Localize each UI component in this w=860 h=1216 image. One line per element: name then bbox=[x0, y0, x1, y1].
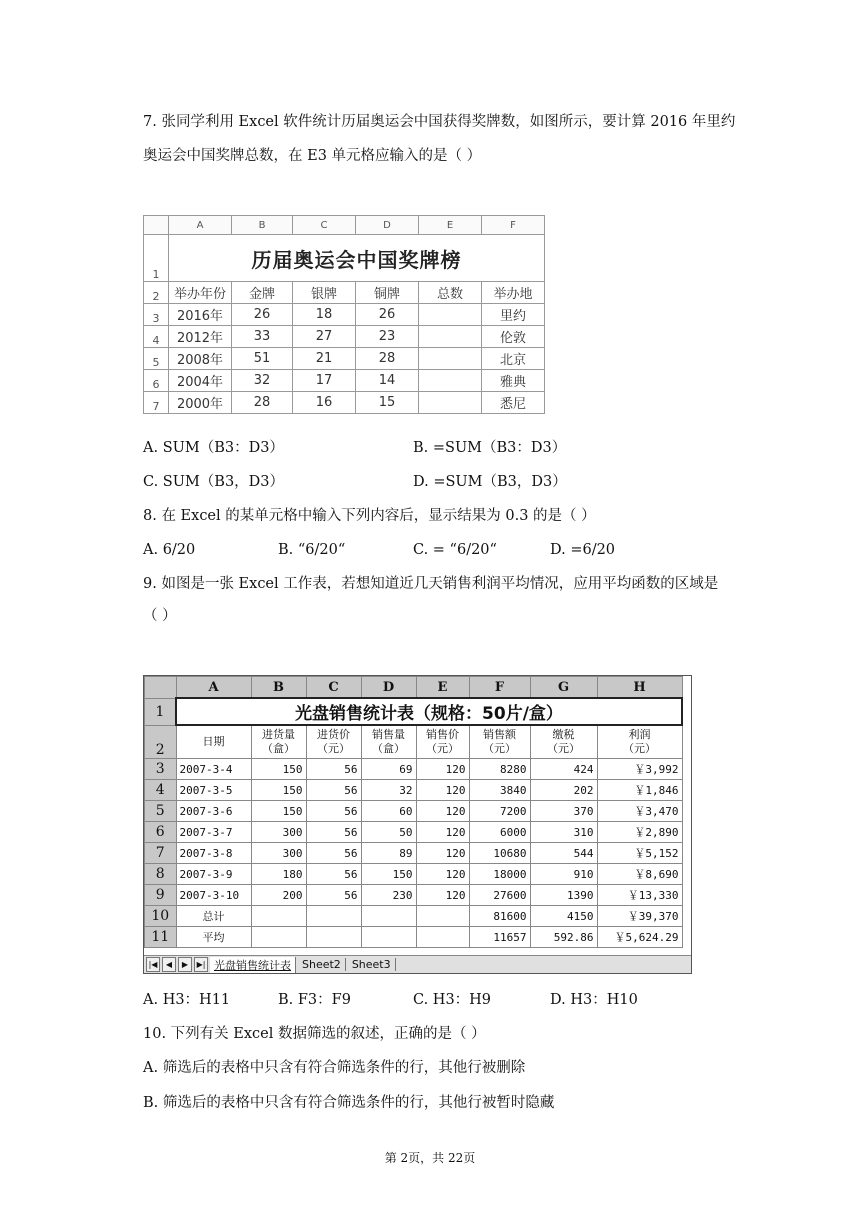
bronze-cell: 26 bbox=[356, 304, 419, 326]
sheet-cell: 910 bbox=[530, 864, 597, 885]
header-cell: 销售量 （盒） bbox=[361, 725, 416, 759]
header-cell: 金牌 bbox=[232, 282, 293, 304]
sheet-cell: 120 bbox=[416, 843, 469, 864]
sheet-cell: 50 bbox=[361, 822, 416, 843]
sheet-tab-sheet3[interactable]: Sheet3 bbox=[348, 958, 396, 971]
q9-option-d: D. H3：H10 bbox=[550, 992, 638, 1008]
sheet-cell: 120 bbox=[416, 885, 469, 906]
sheet-cell: 56 bbox=[306, 759, 361, 780]
page-footer: 第 2页，共 22页 bbox=[384, 1151, 476, 1165]
header-cell: 缴税 （元） bbox=[530, 725, 597, 759]
col-letter: C bbox=[306, 677, 361, 699]
header-cell: 铜牌 bbox=[356, 282, 419, 304]
gold-cell: 28 bbox=[232, 392, 293, 414]
sheet-cell: 150 bbox=[251, 759, 306, 780]
table-row bbox=[145, 759, 683, 780]
q7-text-line2: 奥运会中国奖牌总数，在 E3 单元格应输入的是（ ） bbox=[143, 148, 482, 164]
table-row bbox=[144, 392, 545, 414]
sheet-tab-sheet2[interactable]: Sheet2 bbox=[298, 958, 346, 971]
col-letter: H bbox=[597, 677, 682, 699]
col-letter: B bbox=[232, 216, 293, 235]
q7-option-c: C. SUM（B3，D3） bbox=[143, 474, 285, 490]
total-cell bbox=[419, 370, 482, 392]
sheet-cell: 18000 bbox=[469, 864, 530, 885]
sheet-cell: ￥3,992 bbox=[597, 759, 682, 780]
sheet-cell: 230 bbox=[361, 885, 416, 906]
row-number: 11 bbox=[145, 927, 177, 948]
next-sheet-icon[interactable]: ▶ bbox=[178, 957, 192, 972]
sales-sheet-title: 光盘销售统计表（规格：50片/盒） bbox=[176, 698, 682, 725]
header-cell: 进货价 （元） bbox=[306, 725, 361, 759]
sheet-cell: 120 bbox=[416, 759, 469, 780]
sheet-cell: 200 bbox=[251, 885, 306, 906]
bronze-cell: 28 bbox=[356, 348, 419, 370]
sheet-cell: 300 bbox=[251, 822, 306, 843]
col-letter: D bbox=[356, 216, 419, 235]
sheet-cell: 150 bbox=[251, 801, 306, 822]
total-cell bbox=[419, 392, 482, 414]
sheet-cell: ￥2,890 bbox=[597, 822, 682, 843]
row-number: 6 bbox=[144, 370, 169, 392]
sheet-cell: 10680 bbox=[469, 843, 530, 864]
col-letter: B bbox=[251, 677, 306, 699]
silver-cell: 27 bbox=[293, 326, 356, 348]
table-row bbox=[145, 801, 683, 822]
q8-option-d: D. =6/20 bbox=[550, 542, 616, 558]
table-row bbox=[145, 927, 683, 948]
total-cell bbox=[419, 304, 482, 326]
sheet-cell: 300 bbox=[251, 843, 306, 864]
sheet-cell: 8280 bbox=[469, 759, 530, 780]
prev-sheet-icon[interactable]: ◀ bbox=[162, 957, 176, 972]
row-number: 6 bbox=[145, 822, 177, 843]
sheet-cell bbox=[361, 906, 416, 927]
row-number: 1 bbox=[145, 698, 177, 725]
sheet-cell: 56 bbox=[306, 843, 361, 864]
corner-cell bbox=[144, 216, 169, 235]
header-cell: 银牌 bbox=[293, 282, 356, 304]
place-cell: 伦敦 bbox=[482, 326, 545, 348]
sheet-cell: 120 bbox=[416, 822, 469, 843]
sheet-cell: 81600 bbox=[469, 906, 530, 927]
sheet-cell: 310 bbox=[530, 822, 597, 843]
sheet-cell: 6000 bbox=[469, 822, 530, 843]
row-number: 2 bbox=[144, 282, 169, 304]
column-header-row bbox=[144, 216, 545, 235]
sheet-cell: 180 bbox=[251, 864, 306, 885]
sheet-cell: 2007-3-6 bbox=[176, 801, 251, 822]
sheet-cell: 2007-3-10 bbox=[176, 885, 251, 906]
col-letter: F bbox=[469, 677, 530, 699]
sheet-cell: 平均 bbox=[176, 927, 251, 948]
q7-option-a: A. SUM（B3：D3） bbox=[143, 440, 284, 456]
sheet-cell bbox=[361, 927, 416, 948]
sheet-cell: ￥39,370 bbox=[597, 906, 682, 927]
sheet-cell: 2007-3-8 bbox=[176, 843, 251, 864]
col-letter: F bbox=[482, 216, 545, 235]
column-header-row bbox=[145, 677, 683, 699]
sheet-cell: 120 bbox=[416, 801, 469, 822]
sheet-tab-bar bbox=[144, 955, 691, 973]
gold-cell: 32 bbox=[232, 370, 293, 392]
sheet-tab-sales[interactable]: 光盘销售统计表 bbox=[210, 957, 296, 973]
col-letter: A bbox=[176, 677, 251, 699]
col-letter: E bbox=[419, 216, 482, 235]
row-number: 2 bbox=[145, 725, 177, 759]
header-cell: 销售价 （元） bbox=[416, 725, 469, 759]
bronze-cell: 15 bbox=[356, 392, 419, 414]
total-cell bbox=[419, 326, 482, 348]
table-row bbox=[144, 326, 545, 348]
sheet-cell: 总计 bbox=[176, 906, 251, 927]
year-cell: 2004年 bbox=[169, 370, 232, 392]
last-sheet-icon[interactable]: ▶| bbox=[194, 957, 208, 972]
table-row bbox=[145, 822, 683, 843]
row-number: 7 bbox=[144, 392, 169, 414]
q10-text: 10. 下列有关 Excel 数据筛选的叙述，正确的是（ ） bbox=[143, 1026, 486, 1042]
header-cell: 销售额 （元） bbox=[469, 725, 530, 759]
table-row bbox=[145, 843, 683, 864]
sheet-cell: 56 bbox=[306, 801, 361, 822]
excel-sheet-image bbox=[143, 675, 692, 974]
sheet-cell: 2007-3-5 bbox=[176, 780, 251, 801]
table-row bbox=[144, 348, 545, 370]
q10-option-a: A. 筛选后的表格中只含有符合筛选条件的行，其他行被删除 bbox=[143, 1060, 526, 1076]
col-letter: E bbox=[416, 677, 469, 699]
total-cell bbox=[419, 348, 482, 370]
header-cell: 进货量 （盒） bbox=[251, 725, 306, 759]
header-cell: 日期 bbox=[176, 725, 251, 759]
row-number: 3 bbox=[144, 304, 169, 326]
q8-option-a: A. 6/20 bbox=[143, 542, 196, 558]
sheet-cell: ￥5,152 bbox=[597, 843, 682, 864]
header-cell: 举办地 bbox=[482, 282, 545, 304]
sheet-cell: 32 bbox=[361, 780, 416, 801]
sheet-cell: 424 bbox=[530, 759, 597, 780]
q10-option-b: B. 筛选后的表格中只含有符合筛选条件的行，其他行被暂时隐藏 bbox=[143, 1095, 555, 1111]
place-cell: 雅典 bbox=[482, 370, 545, 392]
sheet-cell: 120 bbox=[416, 780, 469, 801]
sheet-cell: 27600 bbox=[469, 885, 530, 906]
sheet-cell: 202 bbox=[530, 780, 597, 801]
sheet-cell: 56 bbox=[306, 780, 361, 801]
sheet-cell bbox=[306, 906, 361, 927]
table-row bbox=[145, 885, 683, 906]
row-number: 5 bbox=[145, 801, 177, 822]
sheet-cell bbox=[251, 927, 306, 948]
row-number: 10 bbox=[145, 906, 177, 927]
corner-cell bbox=[145, 677, 177, 699]
gold-cell: 33 bbox=[232, 326, 293, 348]
table-row bbox=[144, 304, 545, 326]
year-cell: 2000年 bbox=[169, 392, 232, 414]
sheet-cell: 56 bbox=[306, 885, 361, 906]
sheet-cell: ￥1,846 bbox=[597, 780, 682, 801]
col-letter: D bbox=[361, 677, 416, 699]
place-cell: 北京 bbox=[482, 348, 545, 370]
medal-table bbox=[143, 215, 545, 414]
year-cell: 2008年 bbox=[169, 348, 232, 370]
row-number: 4 bbox=[144, 326, 169, 348]
sheet-cell: 2007-3-9 bbox=[176, 864, 251, 885]
sheet-cell bbox=[251, 906, 306, 927]
sheet-cell: ￥13,330 bbox=[597, 885, 682, 906]
q8-option-c: C. = “6/20“ bbox=[413, 542, 497, 558]
bronze-cell: 14 bbox=[356, 370, 419, 392]
q7-option-b: B. =SUM（B3：D3） bbox=[413, 440, 567, 456]
row-number: 1 bbox=[144, 235, 169, 282]
q8-text: 8. 在 Excel 的某单元格中输入下列内容后，显示结果为 0.3 的是（ ） bbox=[143, 508, 596, 524]
sheet-cell: 2007-3-7 bbox=[176, 822, 251, 843]
silver-cell: 21 bbox=[293, 348, 356, 370]
sheet-cell bbox=[416, 906, 469, 927]
first-sheet-icon[interactable]: |◀ bbox=[146, 957, 160, 972]
table-row bbox=[145, 864, 683, 885]
sheet-cell: 56 bbox=[306, 822, 361, 843]
table-row bbox=[145, 906, 683, 927]
sheet-cell: 150 bbox=[251, 780, 306, 801]
silver-cell: 18 bbox=[293, 304, 356, 326]
sheet-cell: 592.86 bbox=[530, 927, 597, 948]
row-number: 3 bbox=[145, 759, 177, 780]
sheet-cell: 3840 bbox=[469, 780, 530, 801]
sheet-cell: 150 bbox=[361, 864, 416, 885]
table-row bbox=[144, 370, 545, 392]
q7-option-d: D. =SUM（B3，D3） bbox=[413, 474, 567, 490]
sheet-cell: 11657 bbox=[469, 927, 530, 948]
q9-option-c: C. H3：H9 bbox=[413, 992, 492, 1008]
row-number: 7 bbox=[145, 843, 177, 864]
table-row bbox=[145, 780, 683, 801]
sheet-cell bbox=[306, 927, 361, 948]
sheet-cell: 2007-3-4 bbox=[176, 759, 251, 780]
bronze-cell: 23 bbox=[356, 326, 419, 348]
row-number: 9 bbox=[145, 885, 177, 906]
sheet-cell: 370 bbox=[530, 801, 597, 822]
sheet-cell: 69 bbox=[361, 759, 416, 780]
sheet-cell: 56 bbox=[306, 864, 361, 885]
place-cell: 里约 bbox=[482, 304, 545, 326]
sheet-cell: 89 bbox=[361, 843, 416, 864]
gold-cell: 51 bbox=[232, 348, 293, 370]
col-letter: G bbox=[530, 677, 597, 699]
q9-text-line2: （ ） bbox=[143, 608, 177, 624]
silver-cell: 16 bbox=[293, 392, 356, 414]
sheet-cell: ￥8,690 bbox=[597, 864, 682, 885]
sales-sheet-table bbox=[144, 676, 683, 948]
year-cell: 2012年 bbox=[169, 326, 232, 348]
row-number: 8 bbox=[145, 864, 177, 885]
col-letter: C bbox=[293, 216, 356, 235]
sheet-cell: 4150 bbox=[530, 906, 597, 927]
sheet-cell: ￥5,624.29 bbox=[597, 927, 682, 948]
row-number: 4 bbox=[145, 780, 177, 801]
medal-table-title: 历届奥运会中国奖牌榜 bbox=[169, 235, 545, 282]
q7-text-line1: 7. 张同学利用 Excel 软件统计历届奥运会中国获得奖牌数，如图所示，要计算 2016 年里约 bbox=[143, 114, 736, 130]
sheet-cell bbox=[416, 927, 469, 948]
header-cell: 总数 bbox=[419, 282, 482, 304]
year-cell: 2016年 bbox=[169, 304, 232, 326]
q9-option-b: B. F3：F9 bbox=[278, 992, 351, 1008]
q8-option-b: B. “6/20“ bbox=[278, 542, 346, 558]
header-cell: 利润 （元） bbox=[597, 725, 682, 759]
sheet-cell: 7200 bbox=[469, 801, 530, 822]
q9-option-a: A. H3：H11 bbox=[143, 992, 231, 1008]
col-letter: A bbox=[169, 216, 232, 235]
q9-text-line1: 9. 如图是一张 Excel 工作表，若想知道近几天销售利润平均情况，应用平均函数的区域是 bbox=[143, 576, 719, 592]
sheet-cell: 120 bbox=[416, 864, 469, 885]
silver-cell: 17 bbox=[293, 370, 356, 392]
sheet-cell: 1390 bbox=[530, 885, 597, 906]
gold-cell: 26 bbox=[232, 304, 293, 326]
header-cell: 举办年份 bbox=[169, 282, 232, 304]
sheet-cell: ￥3,470 bbox=[597, 801, 682, 822]
sheet-cell: 544 bbox=[530, 843, 597, 864]
sheet-cell: 60 bbox=[361, 801, 416, 822]
row-number: 5 bbox=[144, 348, 169, 370]
place-cell: 悉尼 bbox=[482, 392, 545, 414]
